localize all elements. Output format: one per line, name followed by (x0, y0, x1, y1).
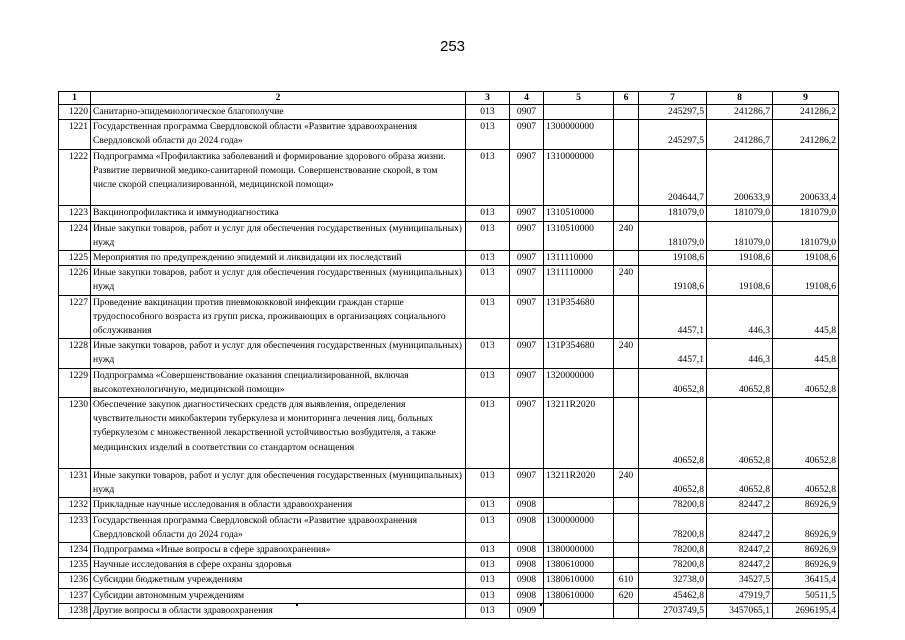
expense-type-code: 240 (614, 266, 639, 295)
item-name: Обеспечение закупок диагностических средств для выявления, определения чувствительности микобактерии туберкулеза и мониторинга лечения лиц, больных туберкулезом с множественной лекарственной устойчивостью возбудителя, а также медицинских изделий в соответствии со стандартом оснащения (91, 398, 466, 469)
item-name: Государственная программа Свердловской области «Развитие здравоохранения Свердловской области до 2024 года» (91, 120, 466, 149)
row-number: 1238 (59, 603, 91, 618)
target-article-code: 13211R2020 (544, 398, 614, 469)
amount-col7: 245297,5 (639, 105, 707, 120)
amount-col8: 3457065,1 (707, 603, 773, 618)
amount-col8: 82447,2 (707, 513, 773, 542)
section-code: 0907 (510, 295, 544, 339)
row-number: 1220 (59, 105, 91, 120)
col-header-2: 2 (91, 92, 466, 105)
section-code: 0909 (510, 603, 544, 618)
table-row (59, 543, 839, 558)
amount-col8: 40652,8 (707, 398, 773, 469)
target-article-code: 1310000000 (544, 149, 614, 206)
target-article-code: 1380000000 (544, 543, 614, 558)
amount-col9: 19108,6 (773, 251, 839, 266)
section-code: 0908 (510, 588, 544, 603)
item-name: Иные закупки товаров, работ и услуг для обеспечения государственных (муниципальных) нужд (91, 221, 466, 250)
row-number: 1224 (59, 221, 91, 250)
item-name: Проведение вакцинации против пневмококковой инфекции граждан старше трудоспособного возраста из групп риска, проживающих в организациях социального обслуживания (91, 295, 466, 339)
item-name: Подпрограмма «Профилактика заболеваний и формирование здорового образа жизни. Развитие первичной медико-санитарной помощи. Совершенствование скорой, в том числе скорой специализированной, медицинской помощи» (91, 149, 466, 206)
target-article-code: 1380610000 (544, 558, 614, 573)
ministry-code: 013 (466, 573, 510, 588)
col-header-3: 3 (466, 92, 510, 105)
table-row (59, 206, 839, 221)
table-row (59, 295, 839, 339)
section-code: 0907 (510, 398, 544, 469)
table-row (59, 558, 839, 573)
row-number: 1229 (59, 368, 91, 397)
expense-type-code (614, 149, 639, 206)
expense-type-code (614, 251, 639, 266)
ministry-code: 013 (466, 266, 510, 295)
item-name: Подпрограмма «Совершенствование оказания специализированной, включая высокотехнологичную, медицинской помощи» (91, 368, 466, 397)
section-code: 0908 (510, 543, 544, 558)
amount-col8: 40652,8 (707, 368, 773, 397)
amount-col8: 181079,0 (707, 221, 773, 250)
table-row (59, 120, 839, 149)
section-code: 0907 (510, 266, 544, 295)
amount-col7: 78200,8 (639, 543, 707, 558)
scan-mark (540, 604, 542, 606)
row-number: 1237 (59, 588, 91, 603)
section-code: 0907 (510, 221, 544, 250)
item-name: Субсидии бюджетным учреждениям (91, 573, 466, 588)
amount-col9: 445,8 (773, 295, 839, 339)
expense-type-code (614, 368, 639, 397)
amount-col7: 245297,5 (639, 120, 707, 149)
ministry-code: 013 (466, 498, 510, 513)
section-code: 0907 (510, 368, 544, 397)
amount-col9: 19108,6 (773, 266, 839, 295)
amount-col9: 181079,0 (773, 221, 839, 250)
expense-type-code (614, 543, 639, 558)
amount-col7: 40652,8 (639, 368, 707, 397)
row-number: 1231 (59, 469, 91, 498)
amount-col9: 40652,8 (773, 398, 839, 469)
col-header-7: 7 (639, 92, 707, 105)
col-header-1: 1 (59, 92, 91, 105)
ministry-code: 013 (466, 398, 510, 469)
amount-col9: 36415,4 (773, 573, 839, 588)
target-article-code: 1320000000 (544, 368, 614, 397)
expense-type-code (614, 498, 639, 513)
expense-type-code: 240 (614, 339, 639, 368)
ministry-code: 013 (466, 469, 510, 498)
amount-col9: 181079,0 (773, 206, 839, 221)
row-number: 1226 (59, 266, 91, 295)
amount-col8: 200633,9 (707, 149, 773, 206)
row-number: 1227 (59, 295, 91, 339)
expense-type-code (614, 105, 639, 120)
target-article-code (544, 498, 614, 513)
amount-col7: 181079,0 (639, 221, 707, 250)
expense-type-code: 620 (614, 588, 639, 603)
expense-type-code (614, 558, 639, 573)
amount-col8: 34527,5 (707, 573, 773, 588)
row-number: 1235 (59, 558, 91, 573)
col-header-4: 4 (510, 92, 544, 105)
scan-mark (296, 604, 298, 606)
amount-col9: 200633,4 (773, 149, 839, 206)
table-row (59, 221, 839, 250)
expense-type-code: 240 (614, 221, 639, 250)
item-name: Вакцинопрофилактика и иммунодиагностика (91, 206, 466, 221)
amount-col9: 86926,9 (773, 498, 839, 513)
target-article-code: 1300000000 (544, 120, 614, 149)
amount-col9: 2696195,4 (773, 603, 839, 618)
table-row (59, 498, 839, 513)
ministry-code: 013 (466, 513, 510, 542)
amount-col7: 2703749,5 (639, 603, 707, 618)
target-article-code (544, 105, 614, 120)
amount-col8: 241286,7 (707, 120, 773, 149)
amount-col9: 50511,5 (773, 588, 839, 603)
row-number: 1225 (59, 251, 91, 266)
target-article-code: 1310510000 (544, 206, 614, 221)
table-row (59, 588, 839, 603)
section-code: 0908 (510, 573, 544, 588)
target-article-code: 1380610000 (544, 588, 614, 603)
amount-col9: 86926,9 (773, 558, 839, 573)
row-number: 1234 (59, 543, 91, 558)
expense-type-code (614, 398, 639, 469)
header-row (59, 92, 839, 105)
expense-type-code (614, 295, 639, 339)
table-row (59, 469, 839, 498)
row-number: 1232 (59, 498, 91, 513)
amount-col8: 82447,2 (707, 543, 773, 558)
ministry-code: 013 (466, 558, 510, 573)
budget-table (58, 91, 839, 619)
amount-col9: 86926,9 (773, 513, 839, 542)
target-article-code: 1310510000 (544, 221, 614, 250)
ministry-code: 013 (466, 105, 510, 120)
col-header-9: 9 (773, 92, 839, 105)
table-row (59, 573, 839, 588)
row-number: 1223 (59, 206, 91, 221)
ministry-code: 013 (466, 206, 510, 221)
expense-type-code (614, 513, 639, 542)
target-article-code: 1380610000 (544, 573, 614, 588)
section-code: 0907 (510, 339, 544, 368)
amount-col8: 446,3 (707, 295, 773, 339)
amount-col8: 40652,8 (707, 469, 773, 498)
amount-col8: 19108,6 (707, 251, 773, 266)
item-name: Субсидии автономным учреждениям (91, 588, 466, 603)
amount-col7: 181079,0 (639, 206, 707, 221)
target-article-code (544, 603, 614, 618)
ministry-code: 013 (466, 543, 510, 558)
item-name: Мероприятия по предупреждению эпидемий и ликвидации их последствий (91, 251, 466, 266)
target-article-code: 131P354680 (544, 339, 614, 368)
table-row (59, 149, 839, 206)
item-name: Прикладные научные исследования в области здравоохранения (91, 498, 466, 513)
amount-col7: 4457,1 (639, 339, 707, 368)
item-name: Санитарно-эпидемиологическое благополучие (91, 105, 466, 120)
amount-col8: 19108,6 (707, 266, 773, 295)
section-code: 0907 (510, 469, 544, 498)
section-code: 0908 (510, 513, 544, 542)
amount-col7: 78200,8 (639, 558, 707, 573)
amount-col7: 45462,8 (639, 588, 707, 603)
col-header-8: 8 (707, 92, 773, 105)
target-article-code: 1300000000 (544, 513, 614, 542)
amount-col7: 78200,8 (639, 513, 707, 542)
amount-col8: 181079,0 (707, 206, 773, 221)
amount-col7: 204644,7 (639, 149, 707, 206)
ministry-code: 013 (466, 120, 510, 149)
table-row (59, 105, 839, 120)
item-name: Другие вопросы в области здравоохранения (91, 603, 466, 618)
expense-type-code (614, 120, 639, 149)
amount-col8: 82447,2 (707, 498, 773, 513)
amount-col7: 32738,0 (639, 573, 707, 588)
table-body (59, 105, 839, 619)
amount-col7: 78200,8 (639, 498, 707, 513)
amount-col9: 241286,2 (773, 120, 839, 149)
amount-col7: 40652,8 (639, 469, 707, 498)
amount-col9: 40652,8 (773, 368, 839, 397)
ministry-code: 013 (466, 339, 510, 368)
item-name: Иные закупки товаров, работ и услуг для обеспечения государственных (муниципальных) нужд (91, 266, 466, 295)
amount-col9: 40652,8 (773, 469, 839, 498)
expense-type-code: 610 (614, 573, 639, 588)
col-header-6: 6 (614, 92, 639, 105)
ministry-code: 013 (466, 295, 510, 339)
amount-col8: 82447,2 (707, 558, 773, 573)
amount-col8: 241286,7 (707, 105, 773, 120)
expense-type-code: 240 (614, 469, 639, 498)
table-row (59, 513, 839, 542)
table-row (59, 266, 839, 295)
section-code: 0908 (510, 558, 544, 573)
item-name: Научные исследования в сфере охраны здоровья (91, 558, 466, 573)
row-number: 1233 (59, 513, 91, 542)
ministry-code: 013 (466, 149, 510, 206)
row-number: 1221 (59, 120, 91, 149)
col-header-5: 5 (544, 92, 614, 105)
section-code: 0907 (510, 120, 544, 149)
ministry-code: 013 (466, 221, 510, 250)
table-row (59, 603, 839, 618)
expense-type-code (614, 206, 639, 221)
expense-type-code (614, 603, 639, 618)
item-name: Государственная программа Свердловской области «Развитие здравоохранения Свердловской области до 2024 года» (91, 513, 466, 542)
section-code: 0907 (510, 105, 544, 120)
section-code: 0907 (510, 206, 544, 221)
target-article-code: 1311110000 (544, 266, 614, 295)
amount-col8: 47919,7 (707, 588, 773, 603)
table-row (59, 398, 839, 469)
table-row (59, 339, 839, 368)
item-name: Подпрограмма «Иные вопросы в сфере здравоохранения» (91, 543, 466, 558)
row-number: 1228 (59, 339, 91, 368)
amount-col8: 446,3 (707, 339, 773, 368)
table-row (59, 251, 839, 266)
target-article-code: 1311110000 (544, 251, 614, 266)
amount-col7: 19108,6 (639, 266, 707, 295)
row-number: 1236 (59, 573, 91, 588)
ministry-code: 013 (466, 603, 510, 618)
amount-col7: 19108,6 (639, 251, 707, 266)
section-code: 0908 (510, 498, 544, 513)
table-row (59, 368, 839, 397)
section-code: 0907 (510, 149, 544, 206)
target-article-code: 131P354680 (544, 295, 614, 339)
row-number: 1230 (59, 398, 91, 469)
target-article-code: 13211R2020 (544, 469, 614, 498)
item-name: Иные закупки товаров, работ и услуг для обеспечения государственных (муниципальных) нужд (91, 469, 466, 498)
item-name: Иные закупки товаров, работ и услуг для обеспечения государственных (муниципальных) нужд (91, 339, 466, 368)
amount-col9: 241286,2 (773, 105, 839, 120)
amount-col7: 4457,1 (639, 295, 707, 339)
amount-col9: 86926,9 (773, 543, 839, 558)
ministry-code: 013 (466, 368, 510, 397)
ministry-code: 013 (466, 251, 510, 266)
page-number: 253 (439, 38, 466, 55)
amount-col7: 40652,8 (639, 398, 707, 469)
section-code: 0907 (510, 251, 544, 266)
ministry-code: 013 (466, 588, 510, 603)
amount-col9: 445,8 (773, 339, 839, 368)
row-number: 1222 (59, 149, 91, 206)
